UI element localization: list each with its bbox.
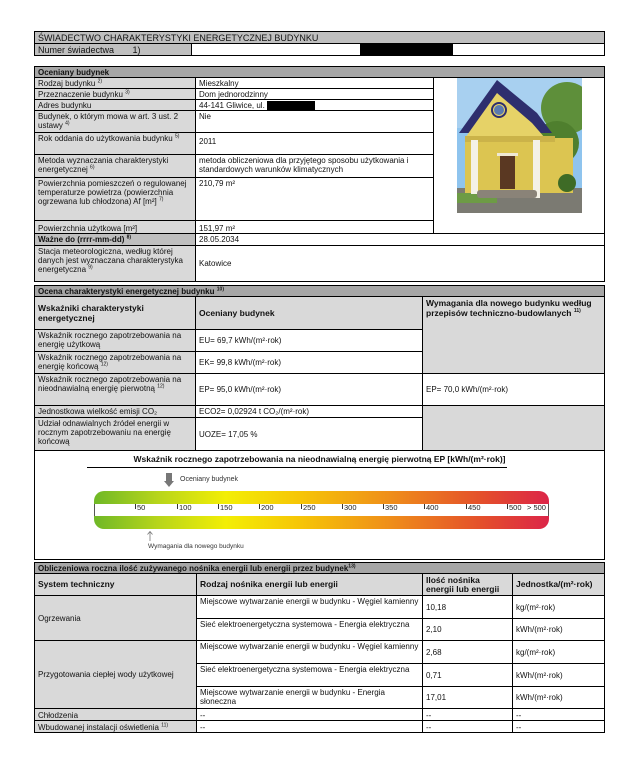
system-text: Wbudowanej instalacji oświetlenia [38, 723, 159, 732]
footnote: 2) [97, 78, 103, 85]
marker-text: Wymagania dla nowego budynku [148, 543, 244, 550]
label-renewable-share [34, 417, 196, 451]
system-hot-water [34, 640, 197, 709]
amount-text: 17,01 [426, 693, 447, 702]
system-text: Chłodzenia [38, 711, 79, 720]
scale-bar-bottom [94, 516, 549, 529]
label-art3 [34, 110, 196, 133]
label-text: Rodzaj budynku [38, 79, 96, 88]
carrier-text: Miejscowe wytwarzanie energii w budynku - Energia słoneczna [200, 688, 385, 706]
value-text: EU= 69,7 kWh/(m²·rok) [199, 336, 282, 345]
footnote: 9) [88, 264, 93, 271]
value-text: 28.05.2034 [199, 235, 240, 244]
carrier-cell [196, 595, 423, 619]
tick-label: 200 [261, 503, 274, 512]
amount-text: 10,18 [426, 602, 447, 612]
footnote: 4) [65, 120, 70, 127]
value-text: Mieszkalny [199, 79, 239, 88]
label-text: Wskaźnik rocznego zapotrzebowania na energię użytkową [38, 331, 182, 349]
marker-text: Oceniany budynek [180, 476, 238, 483]
header-amount [422, 573, 513, 596]
empty-requirements-cell [422, 405, 605, 451]
tick-label: 400 [426, 503, 439, 512]
value-text: EK= 99,8 kWh/(m²·rok) [199, 358, 282, 367]
value-method [195, 154, 434, 178]
unit-text: kWh/(m²·rok) [516, 670, 563, 680]
label-text: Przeznaczenie budynku [38, 90, 123, 99]
tick-label: 450 [468, 503, 481, 512]
footnote: 6) [90, 164, 95, 171]
tick [218, 504, 219, 509]
unit-cell [512, 618, 605, 641]
label-usable-area [34, 220, 196, 234]
assessed-building-marker-label [180, 475, 238, 484]
label-year [34, 132, 196, 155]
label-heated-area [34, 177, 196, 221]
value-ep-required [422, 373, 605, 406]
label-text: Udział odnawialnych źródeł energii w rocznym zapotrzebowaniu na energię końcową [38, 419, 171, 446]
footnote: 12) [100, 361, 108, 368]
tick [259, 504, 260, 509]
value-usable-area [195, 220, 434, 234]
tick [301, 504, 302, 509]
footnote: 11) [161, 722, 169, 729]
label-text: Stacja meteorologiczna, według której danych jest wyznaczana charakterystyka energetyczna [38, 247, 183, 274]
section-title-text: Ocena charakterystyki energetycznej budynku [38, 287, 215, 296]
header-text: Wymagania dla nowego budynku według przepisów techniczno-budowlanych [426, 298, 592, 318]
amount-cell [422, 686, 513, 709]
amount-text: 0,71 [426, 670, 442, 680]
tick-label: 350 [385, 503, 398, 512]
redacted-block [267, 101, 315, 110]
amount-text: -- [426, 711, 432, 720]
value-text: UOZE= 17,05 % [199, 429, 258, 439]
header-system [34, 573, 197, 596]
value-text: 2011 [199, 137, 217, 146]
carrier-cell [196, 686, 423, 709]
cert-label-text: Numer świadectwa [38, 45, 115, 55]
footnote: 10) [216, 286, 224, 293]
label-text: Wskaźnik rocznego zapotrzebowania na nieodnawialną energię pierwotną [38, 375, 182, 393]
amount-text: -- [426, 723, 432, 732]
label-text: Budynek, o którym mowa w art. 3 ust. 2 ustawy [38, 112, 179, 130]
carrier-cell [196, 720, 423, 733]
carrier-cell [196, 663, 423, 687]
header-assessed-building [195, 296, 423, 330]
unit-cell [512, 720, 605, 733]
footnote: 7) [158, 196, 164, 203]
value-renewable-share [195, 417, 423, 451]
value-weather-station [195, 245, 605, 282]
tick [342, 504, 343, 509]
label-text: Ważne do (rrrr-mm-dd) [38, 235, 125, 244]
label-ek [34, 351, 196, 374]
header-indicators [34, 296, 196, 330]
header-text: Ilość nośnika energii lub energii [426, 574, 500, 594]
tick-label: 500 [509, 503, 522, 512]
value-text: Nie [199, 112, 212, 121]
tick [177, 504, 178, 509]
scale-bar-top [94, 491, 549, 504]
amount-cell [422, 595, 513, 619]
ep-scale-chart [34, 450, 605, 560]
unit-cell [512, 640, 605, 664]
label-text: Rok oddania do użytkowania budynku [38, 134, 173, 143]
carrier-cell [196, 618, 423, 641]
label-text: Adres budynku [38, 101, 92, 110]
photo-cell [433, 77, 605, 234]
amount-cell [422, 663, 513, 687]
footnote: 11) [573, 308, 581, 315]
value-year [195, 132, 434, 155]
tick [383, 504, 384, 509]
header-text: Jednostka/(m²·rok) [516, 579, 593, 589]
unit-text: -- [516, 723, 522, 732]
requirement-arrow-icon [147, 531, 153, 541]
tick-label: 250 [303, 503, 316, 512]
system-lighting [34, 720, 197, 733]
amount-cell [422, 618, 513, 641]
tick-label: > 500 [527, 503, 546, 512]
unit-cell [512, 663, 605, 687]
label-ep [34, 373, 196, 406]
assessed-building-arrow-icon [164, 473, 174, 487]
amount-cell [422, 720, 513, 733]
chart-title-rule [87, 467, 507, 468]
unit-cell [512, 595, 605, 619]
chart-title [35, 455, 604, 464]
cert-footnote: 1) [132, 45, 141, 55]
scale-axis [94, 504, 549, 516]
tick-label: 50 [137, 503, 146, 512]
label-text: Powierzchnia użytkowa [m²] [38, 224, 138, 233]
amount-text: 2,68 [426, 647, 442, 657]
redacted-block [360, 44, 453, 55]
value-text: EP= 70,0 kWh/(m²·rok) [426, 385, 509, 394]
footnote: 12) [157, 383, 165, 390]
footnote: 3) [125, 89, 130, 96]
chart-title-text: Wskaźnik rocznego zapotrzebowania na nieodnawialną energię pierwotną EP [kWh/(m²·rok)] [133, 454, 506, 464]
header-unit [512, 573, 605, 596]
label-text: Metoda wyznaczania charakterystyki energetycznej [38, 156, 169, 174]
label-text: Jednostkowa wielkość emisji CO₂ [38, 407, 158, 416]
value-art3 [195, 110, 434, 133]
tick [466, 504, 467, 509]
requirement-marker-label [148, 542, 244, 551]
value-ek [195, 351, 423, 374]
tick [424, 504, 425, 509]
system-heating [34, 595, 197, 641]
carrier-text: -- [200, 723, 206, 732]
unit-text: kWh/(m²·rok) [516, 625, 563, 634]
header-text: Oceniany budynek [199, 307, 275, 318]
value-text: ECO2= 0,02924 t CO₂/(m²·rok) [199, 407, 310, 416]
unit-text: kg/(m²·rok) [516, 647, 556, 657]
carrier-text: -- [200, 711, 206, 720]
footnote: 8) [126, 234, 132, 241]
value-text: EP= 95,0 kWh/(m²·rok) [199, 385, 282, 394]
label-eu [34, 329, 196, 352]
value-text: Dom jednorodzinny [199, 90, 268, 99]
unit-text: kWh/(m²·rok) [516, 693, 563, 702]
carrier-text: Miejscowe wytwarzanie energii w budynku - Węgiel kamienny [200, 642, 419, 651]
carrier-cell [196, 640, 423, 664]
header-text: System techniczny [38, 579, 115, 589]
header-carrier [196, 573, 423, 596]
certificate-number-value [191, 43, 605, 56]
label-text: Wskaźnik rocznego zapotrzebowania na energię końcową [38, 353, 182, 371]
system-text: Ogrzewania [38, 613, 81, 623]
amount-text: 2,10 [426, 625, 442, 634]
tick [507, 504, 508, 509]
carrier-text: Sieć elektroenergetyczna systemowa - Energia elektryczna [200, 620, 410, 629]
footnote: 13) [348, 563, 356, 570]
amount-cell [422, 640, 513, 664]
value-text: metoda obliczeniowa dla przyjętego sposobu użytkowania i standardowych warunków klimatycznych [199, 156, 409, 174]
value-text: Katowice [199, 259, 232, 268]
unit-cell [512, 686, 605, 709]
value-text: 44-141 Gliwice, ul. [199, 101, 265, 110]
label-method [34, 154, 196, 178]
value-text: 210,79 m² [199, 179, 236, 188]
section-title-text: Oceniany budynek [38, 68, 110, 77]
carrier-text: Sieć elektroenergetyczna systemowa - Energia elektryczna [200, 665, 410, 674]
header-requirements [422, 296, 605, 374]
unit-text: kg/(m²·rok) [516, 602, 556, 612]
tick [135, 504, 136, 509]
value-heated-area [195, 177, 434, 221]
tick-label: 300 [344, 503, 357, 512]
value-text: 151,97 m² [199, 224, 236, 233]
label-text: Powierzchnia pomieszczeń o regulowanej temperaturze powietrza (powierzchnia ogrzewana lub chłodzona) Af [m²] [38, 179, 187, 206]
value-ep [195, 373, 423, 406]
value-eu [195, 329, 423, 352]
header-text: Rodzaj nośnika energii lub energii [200, 579, 338, 589]
section-title-text: Obliczeniowa roczna ilość zużywanego nośnika energii lub energii przez budynek [38, 564, 349, 573]
tick-label: 100 [179, 503, 192, 512]
system-text: Przygotowania ciepłej wody użytkowej [38, 670, 174, 679]
unit-text: -- [516, 711, 522, 720]
footnote: 5) [175, 133, 180, 140]
house-photo [457, 78, 582, 213]
label-weather-station [34, 245, 196, 282]
certificate-number-label [34, 43, 192, 56]
header-text: Wskaźniki charakterystyki energetycznej [38, 303, 144, 323]
tick-label: 150 [220, 503, 233, 512]
title-text: ŚWIADECTWO CHARAKTERYSTYKI ENERGETYCZNEJ BUDYNKU [38, 33, 319, 43]
carrier-text: Miejscowe wytwarzanie energii w budynku - Węgiel kamienny [200, 597, 419, 606]
